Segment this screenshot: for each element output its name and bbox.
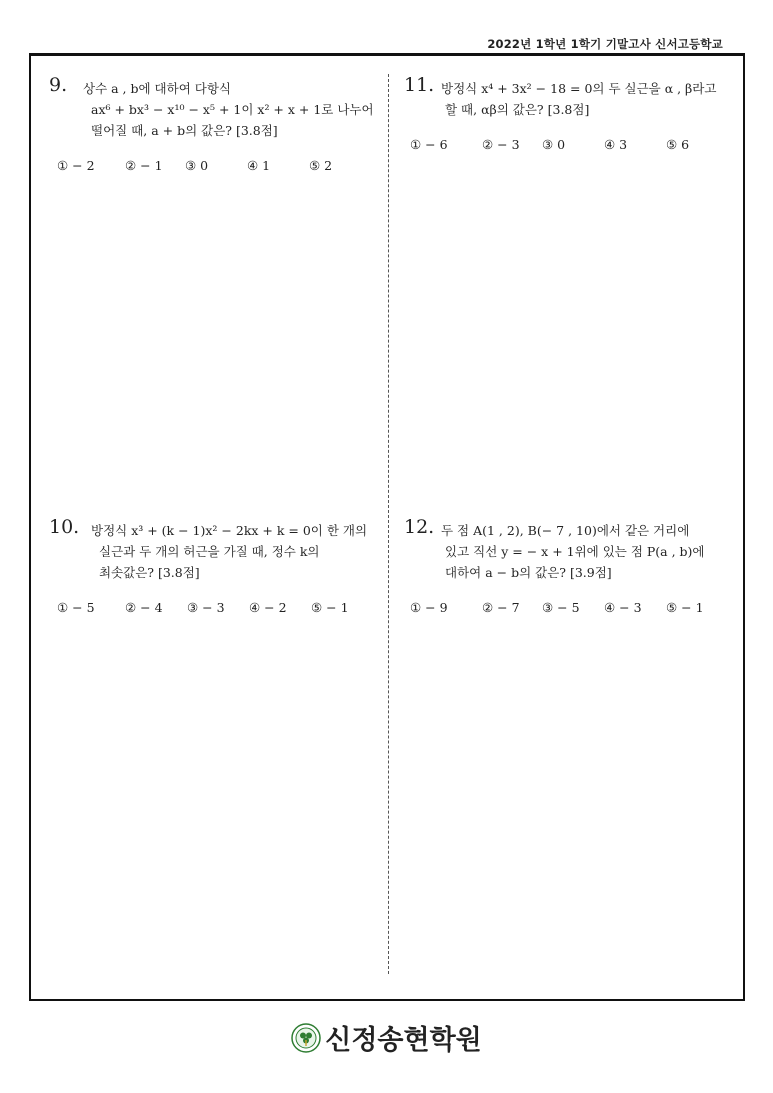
- question-text-line: ax⁶ + bx³ − x¹⁰ − x⁵ + 1이 x² + x + 1로 나누어: [91, 102, 374, 117]
- choice-5[interactable]: ⑤ − 1: [311, 600, 349, 615]
- choice-3[interactable]: ③ 0: [185, 158, 209, 173]
- brand-name: 신정송현학원: [325, 1025, 482, 1056]
- question-frame: [29, 53, 745, 1001]
- choice-1[interactable]: ① − 5: [57, 600, 95, 615]
- choice-1[interactable]: ① − 9: [410, 600, 448, 615]
- answer-choices: [410, 134, 734, 155]
- answer-choices: [410, 597, 734, 618]
- column-divider: [388, 74, 389, 974]
- choice-2[interactable]: ② − 3: [482, 137, 520, 152]
- question-9: [49, 74, 379, 176]
- choice-4[interactable]: ④ 1: [247, 158, 271, 173]
- footer-brand: [0, 1018, 773, 1060]
- academy-logo-icon: [291, 1023, 321, 1053]
- choice-4[interactable]: ④ 3: [604, 137, 628, 152]
- question-number: 10.: [49, 516, 80, 538]
- choice-2[interactable]: ② − 1: [125, 158, 163, 173]
- question-10: [49, 516, 379, 618]
- choice-3[interactable]: ③ − 5: [542, 600, 580, 615]
- question-11: [404, 74, 734, 155]
- question-12: [404, 516, 734, 618]
- question-number: 9.: [49, 74, 68, 96]
- choice-3[interactable]: ③ 0: [542, 137, 566, 152]
- choice-3[interactable]: ③ − 3: [187, 600, 225, 615]
- choice-4[interactable]: ④ − 2: [249, 600, 287, 615]
- choice-5[interactable]: ⑤ − 1: [666, 600, 704, 615]
- question-text-line: 두 점 A(1 , 2), B(− 7 , 10)에서 같은 거리에: [441, 523, 690, 538]
- answer-choices: [57, 597, 379, 618]
- choice-1[interactable]: ① − 2: [57, 158, 95, 173]
- exam-header: 2022년 1학년 1학기 기말고사 신서고등학교: [487, 37, 723, 51]
- choice-4[interactable]: ④ − 3: [604, 600, 642, 615]
- question-text-line: 실근과 두 개의 허근을 가질 때, 정수 k의: [99, 544, 320, 559]
- question-text-line: 최솟값은? [3.8점]: [99, 565, 200, 580]
- question-number: 12.: [404, 516, 435, 538]
- question-number: 11.: [404, 74, 435, 96]
- question-text-line: 방정식 x³ + (k − 1)x² − 2kx + k = 0이 한 개의: [91, 523, 368, 538]
- choice-5[interactable]: ⑤ 6: [666, 137, 690, 152]
- question-text-line: 방정식 x⁴ + 3x² − 18 = 0의 두 실근을 α , β라고: [441, 81, 717, 96]
- question-text-line: 있고 직선 y = − x + 1위에 있는 점 P(a , b)에: [445, 544, 705, 559]
- choice-2[interactable]: ② − 4: [125, 600, 163, 615]
- question-text-line: 떨어질 때, a + b의 값은? [3.8점]: [91, 123, 278, 138]
- choice-1[interactable]: ① − 6: [410, 137, 448, 152]
- question-text-line: 대하여 a − b의 값은? [3.9점]: [445, 565, 612, 580]
- choice-5[interactable]: ⑤ 2: [309, 158, 333, 173]
- question-text-line: 할 때, αβ의 값은? [3.8점]: [445, 102, 590, 117]
- question-text-line: 상수 a , b에 대하여 다항식: [83, 81, 231, 96]
- choice-2[interactable]: ② − 7: [482, 600, 520, 615]
- answer-choices: [57, 155, 379, 176]
